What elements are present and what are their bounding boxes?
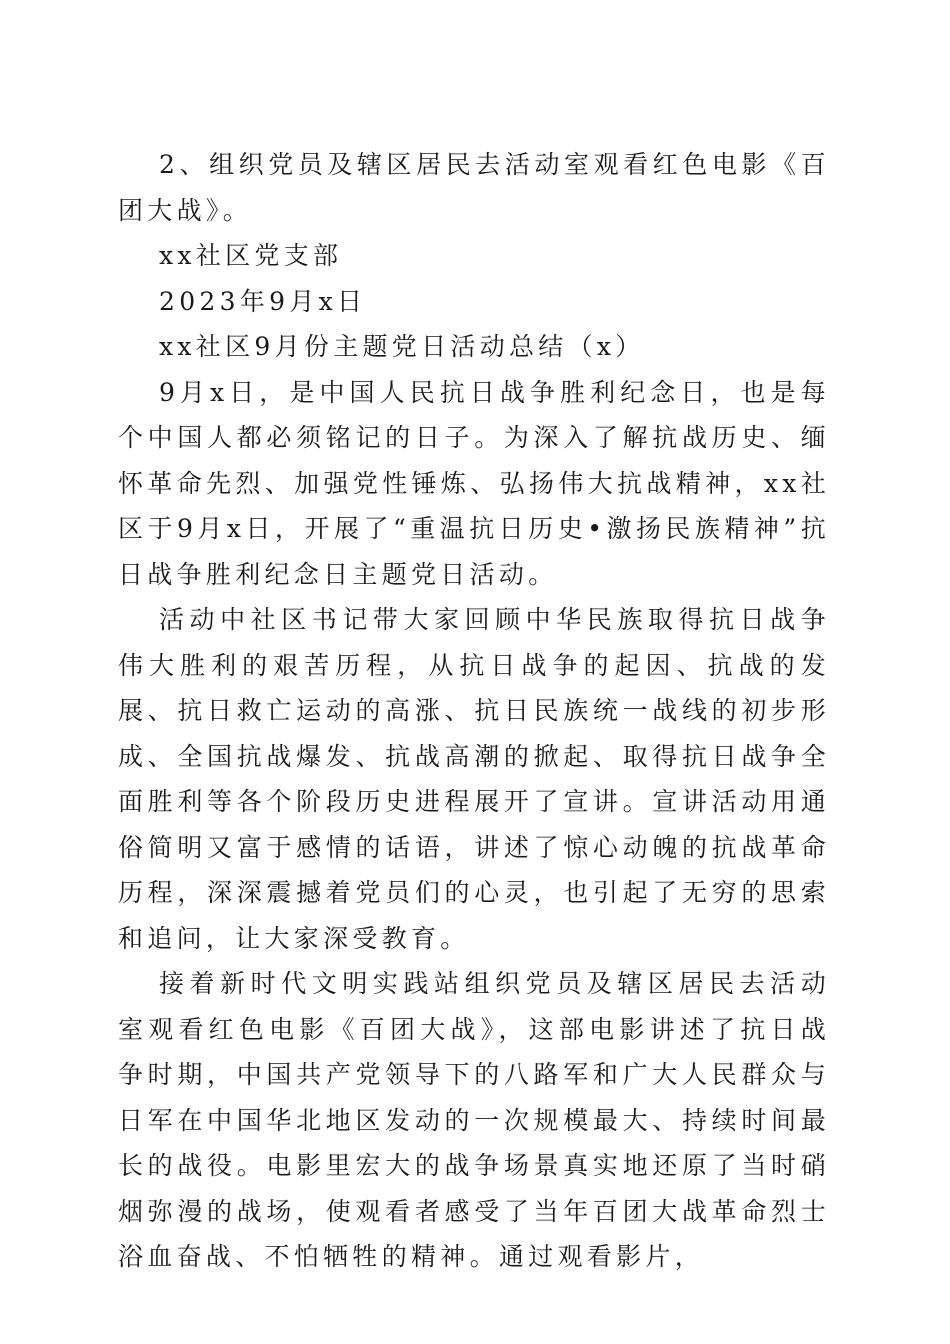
- paragraph-lecture: 活动中社区书记带大家回顾中华民族取得抗日战争伟大胜利的艰苦历程，从抗日战争的起因、抗战的发展、抗日救亡运动的高涨、抗日民族统一战线的初步形成、全国抗战爆发、抗战高潮的掀起、取得抗日战争全面胜利等各个阶段历史进程展开了宣讲。宣讲活动用通俗简明又富于感情的话语，讲述了惊心动魄的抗战革命历程，深深震撼着党员们的心灵，也引起了无穷的思索和追问，让大家深受教育。: [118, 605, 830, 953]
- signature-organization: xx社区党支部: [159, 241, 343, 270]
- section-title: xx社区9月份主题党日活动总结（x）: [159, 332, 645, 361]
- signature-date: 2023年9月x日: [159, 286, 367, 316]
- paragraph-intro: 9月x日，是中国人民抗日战争胜利纪念日，也是每个中国人都必须铭记的日子。为深入了解抗战历史、缅怀革命先烈、加强党性锤炼、弘扬伟大抗战精神，xx社区于9月x日，开展了“重温抗日历史•激扬民族精神”抗日战争胜利纪念日主题党日活动。: [118, 377, 830, 589]
- document-body: [118, 142, 830, 1280]
- paragraph-movie: 接着新时代文明实践站组织党员及辖区居民去活动室观看红色电影《百团大战》，这部电影讲述了抗日战争时期，中国共产党领导下的八路军和广大人民群众与日军在中国华北地区发动的一次规模最大、持续时间最长的战役。电影里宏大的战争场景真实地还原了当时硝烟弥漫的战场，使观看者感受了当年百团大战革命烈士浴血奋战、不怕牺牲的精神。通过观看影片，: [118, 969, 830, 1271]
- paragraph-task-item-2: 2、组织党员及辖区居民去活动室观看红色电影《百团大战》。: [118, 150, 830, 225]
